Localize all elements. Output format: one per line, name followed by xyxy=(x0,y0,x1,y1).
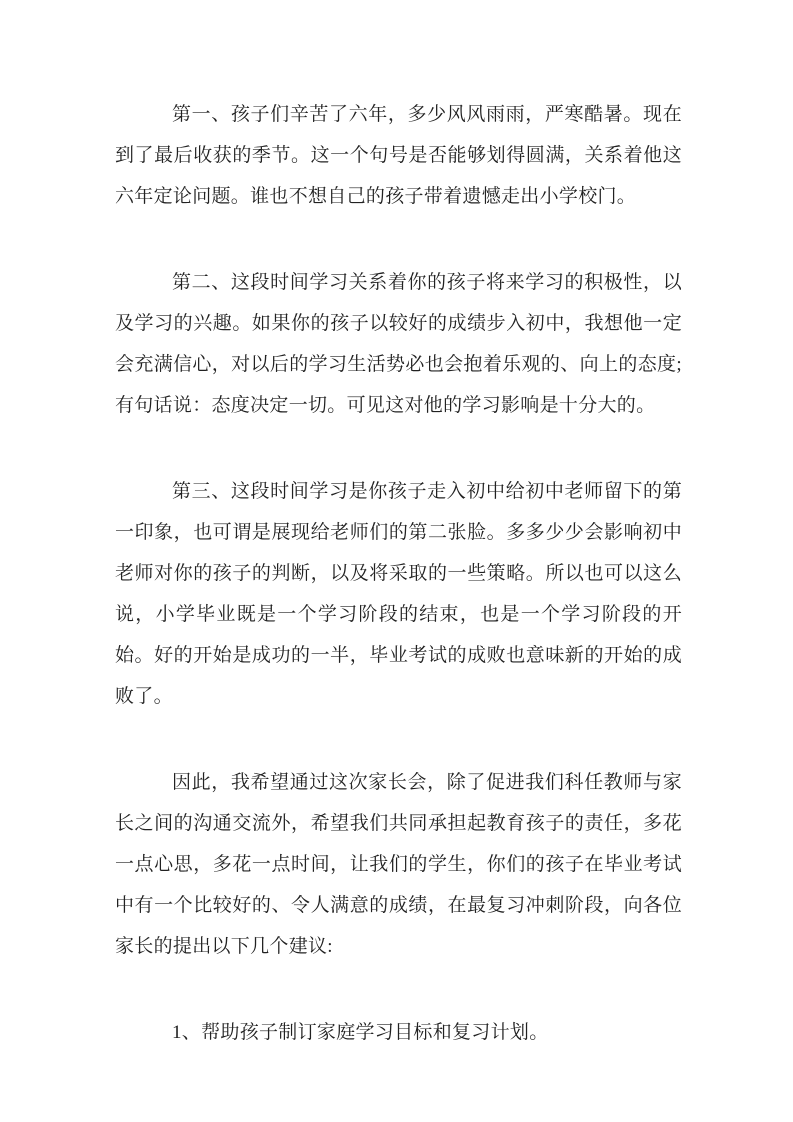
paragraph-2: 第二、这段时间学习关系着你的孩子将来学习的积极性，以及学习的兴趣。如果你的孩子以较好的成绩步入初中，我想他一定会充满信心，对以后的学习生活势必也会抱着乐观的、向上的态度;有句话说：态度决定一切。可见这对他的学习影响是十分大的。 xyxy=(115,272,682,416)
paragraph-5-list-item: 1、帮助孩子制订家庭学习目标和复习计划。 xyxy=(172,1022,549,1043)
paragraph-1: 第一、孩子们辛苦了六年，多少风风雨雨，严寒酷暑。现在到了最后收获的季节。这一个句号是否能够划得圆满，关系着他这六年定论问题。谁也不想自己的孩子带着遗憾走出小学校门。 xyxy=(115,104,682,207)
paragraph-3: 第三、这段时间学习是你孩子走入初中给初中老师留下的第一印象，也可谓是展现给老师们的第二张脸。多多少少会影响初中老师对你的孩子的判断，以及将采取的一些策略。所以也可以这么说，小学毕业既是一个学习阶段的结束，也是一个学习阶段的开始。好的开始是成功的一半，毕业考试的成败也意味新的开始的成败了。 xyxy=(115,481,682,707)
document-body xyxy=(115,94,682,1053)
paragraph-4: 因此，我希望通过这次家长会，除了促进我们科任教师与家长之间的沟通交流外，希望我们共同承担起教育孩子的责任，多花一点心思，多花一点时间，让我们的学生，你们的孩子在毕业考试中有一个比较好的、令人满意的成绩，在最复习冲刺阶段，向各位家长的提出以下几个建议: xyxy=(115,772,682,957)
